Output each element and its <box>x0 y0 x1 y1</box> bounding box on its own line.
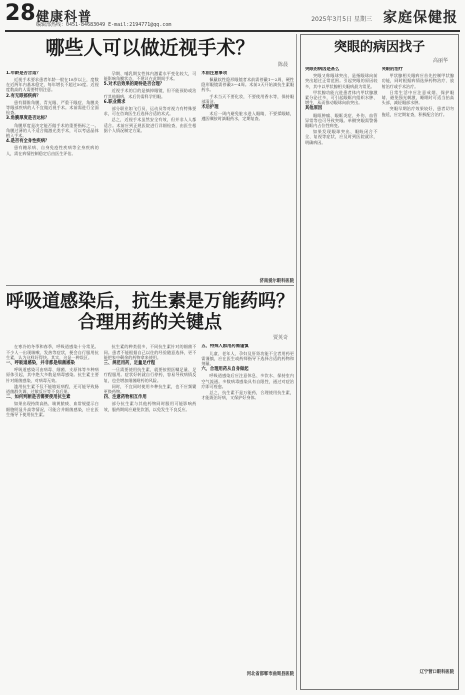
article-byline: 高丽华 <box>432 57 448 64</box>
text-column <box>305 67 378 667</box>
paragraph: 甲状腺功能亢进患者体内甲状腺激素分泌过多，可引起眼眶内组织水肿、增生，从而推动眼球向前突出。 <box>305 89 378 106</box>
paragraph: 角膜厚度是决定能否做手术的重要指标之一。角膜过薄的人不适合做激光类手术，可以考虑晶体植入手术。 <box>6 122 99 139</box>
paragraph: 呼吸道感染可由病毒、细菌、支原体等多种病原体引起，其中绝大多数是病毒感染。抗生素主要针对细菌感染，对病毒无效。 <box>6 367 99 383</box>
paragraph: 甲状腺相关眼病应首先控制甲状腺功能，同时根据病情选择药物治疗、放射治疗或手术治疗。 <box>381 73 454 89</box>
section-subheading: 3.角膜厚度是否达标？ <box>6 116 50 122</box>
section-subheading: 其他原因 <box>305 106 323 112</box>
contact-line: 编辑部热线：0451-84683049 E-mail:2194771@qq.com <box>36 22 172 28</box>
article-headline: 哪些人可以做近视手术？ <box>45 37 255 59</box>
issue-date: 2025年3月5日 星期三 <box>311 16 372 23</box>
text-column <box>104 71 197 276</box>
section-subheading: 6.职业需求 <box>103 99 126 105</box>
text-column <box>382 67 455 667</box>
article-source: 济南爱尔眼科医院 <box>259 278 294 284</box>
section-subheading: 2.有无眼部疾病？ <box>6 93 41 99</box>
article-antibiotics <box>6 285 294 691</box>
masthead <box>5 3 460 32</box>
paragraph: 突眼又称眼球突出，是指眼球向前突出超过正常范围。引起突眼的原因较多，其中以甲状腺相关眼病最为常见。 <box>305 73 378 89</box>
newspaper-title: 家庭保健报 <box>383 10 458 26</box>
article-headline: 呼吸道感染后，抗生素是万能药吗？合理用药的关键点 <box>6 291 294 333</box>
paragraph: 滥用抗生素不仅不能缩短病程，还可能导致肠道菌群失调、过敏反应等不良后果。 <box>6 383 99 394</box>
paragraph: 日常生活中应注意戒烟、保护眼睛、避免强光刺激，睡眠时可适当抬高头部，减轻眼部水肿。 <box>381 89 454 106</box>
section-subheading: 一、呼吸道感染，并非都是细菌感染 <box>6 360 75 366</box>
text-column <box>201 344 294 669</box>
text-column <box>6 71 99 276</box>
paragraph: 同时，不宜同时使用多种抗生素，也不应频繁更换药物。 <box>103 383 197 394</box>
text-column <box>6 344 99 669</box>
text-column <box>104 344 197 669</box>
article-myopia-surgery <box>6 34 295 284</box>
article-proptosis <box>300 34 459 690</box>
paragraph: 术后一周内避免脏水进入眼睛，不要揉眼睛，遵医嘱按时滴眼药水，定期复查。 <box>201 111 295 122</box>
article-headline: 突眼的病因找子 <box>333 40 425 55</box>
page-number: 28 <box>5 1 36 26</box>
paragraph: 佩戴软性隐形眼镜者术前需停戴1～2周，硬性隐形眼镜需停戴3～4周。术前3天开始滴抗生素眼药水。 <box>201 77 295 93</box>
section-name: 健康科普 <box>36 10 93 25</box>
paragraph: 呼吸道感染后应注意休息、多饮水、保持室内空气流通。多数病毒感染具有自限性，通过对症治疗即可痊愈。 <box>201 373 295 389</box>
article-body <box>305 67 454 667</box>
section-subheading: 二、如何判断是否需要使用抗生素 <box>6 395 71 401</box>
paragraph: 总之，抗生素不是万能药，合理使用抗生素，才能既治好病，又保护好身体。 <box>201 390 295 401</box>
article-source: 河北省邯郸市曲周县医院 <box>246 672 294 678</box>
paragraph: 患有糖尿病、自身免疫性疾病等全身疾病的人，需在病情控制稳定后由医生评估。 <box>6 145 99 156</box>
paragraph: 儿童、老年人、孕妇及肝肾功能不全者用药更需谨慎，应在医生或药师指导下选择合适的药物和剂量。 <box>201 350 295 366</box>
article-body <box>6 71 294 276</box>
paragraph: 近视手术的目的是摘掉眼镜，但不能预防或治疗其他眼病，术后仍需科学用眼。 <box>103 88 197 99</box>
paragraph: 部分职业如飞行员、运动员等对视力有特殊要求，可在咨询医生后选择合适的术式。 <box>103 106 197 117</box>
paragraph: 在寒冷的冬季和春季，呼吸道感染十分常见。不少人一出现咳嗽、发热等症状，便会自行服用抗生素，认为这样好得快。其实，这是一种误区。 <box>6 344 99 360</box>
column-divider <box>296 34 297 690</box>
section-subheading: 六、合理用药从自身做起 <box>201 367 249 373</box>
paragraph: 突眼早期治疗效果较好，患者切勿拖延，应定期复查，积极配合治疗。 <box>381 106 454 117</box>
section-subheading: 5.对术后效果的期待是否合理？ <box>103 82 165 88</box>
paragraph: 患有圆锥角膜、青光眼、严重干眼症、角膜炎等眼部疾病的人不宜做近视手术。术前需进行全面检查。 <box>6 99 99 116</box>
paragraph: 如果出现持续高热、咳黄脓痰、血常规提示白细胞明显升高等情况，可能合并细菌感染，应在医生指导下使用抗生素。 <box>6 401 99 417</box>
paragraph: 手术当天不要化妆，不要使用香水等，保持眼部清洁。 <box>201 93 295 104</box>
article-source: 辽宁营口眼科医院 <box>419 669 454 675</box>
section-subheading: 三、规范用药，足量足疗程 <box>103 360 156 366</box>
section-subheading: 五、特殊人群用药需谨慎 <box>201 344 249 350</box>
paragraph: 部分抗生素与其他药物同时服用可能影响药效，服药期间应避免饮酒，以免发生不良反应。 <box>103 401 197 412</box>
paragraph: 孕期、哺乳期女性体内激素水平变化较大，可能影响角膜状态，不建议在此期间手术。 <box>103 70 197 82</box>
section-subheading: 突眼的治疗 <box>381 66 403 72</box>
section-subheading: 1.年龄是否合适？ <box>6 70 41 76</box>
section-subheading: 4.是否有全身性疾病？ <box>6 139 50 145</box>
text-column <box>201 71 294 276</box>
section-subheading: 术后护理 <box>201 105 219 111</box>
paragraph: 近视手术要求患者年龄一般在18岁以上，度数在近两年内基本稳定，每年增长不超过50度。近视度数高的人需要特别注意。 <box>6 77 99 93</box>
paragraph: 总之，近视手术虽然安全有效，但并非人人都适合。术前应到正规医院进行详细检查，由医生根据个人情况制定方案。 <box>103 117 197 133</box>
section-subheading: 四、注意药物相互作用 <box>103 395 147 401</box>
article-byline: 贾英奇 <box>272 335 288 342</box>
paragraph: 一旦需要使用抗生素，就要按照医嘱足量、足疗程服用。症状好转就自行停药，容易导致病情反复，也会增加细菌耐药的风险。 <box>103 367 197 383</box>
section-subheading: 术前注意事项 <box>201 70 228 76</box>
paragraph: 眼眶肿瘤、眼眶炎症、外伤、血管异常等也可导致突眼。单侧突眼需警惕眼眶内占位性病变。 <box>305 112 378 128</box>
section-subheading: 突眼的病因是甚么 <box>305 66 340 72</box>
article-body <box>6 344 294 669</box>
article-byline: 陈晨 <box>277 61 288 68</box>
paragraph: 抗生素的种类很多，不同抗生素针对的细菌不同。患者不能根据自己以往的经验随意选择，更不能把家中剩余的药物拿来使用。 <box>103 344 197 360</box>
paragraph: 如果发现眼球突出、眼睑闭合不全、复视等症状，应及时到医院就诊，明确病因。 <box>305 129 378 145</box>
